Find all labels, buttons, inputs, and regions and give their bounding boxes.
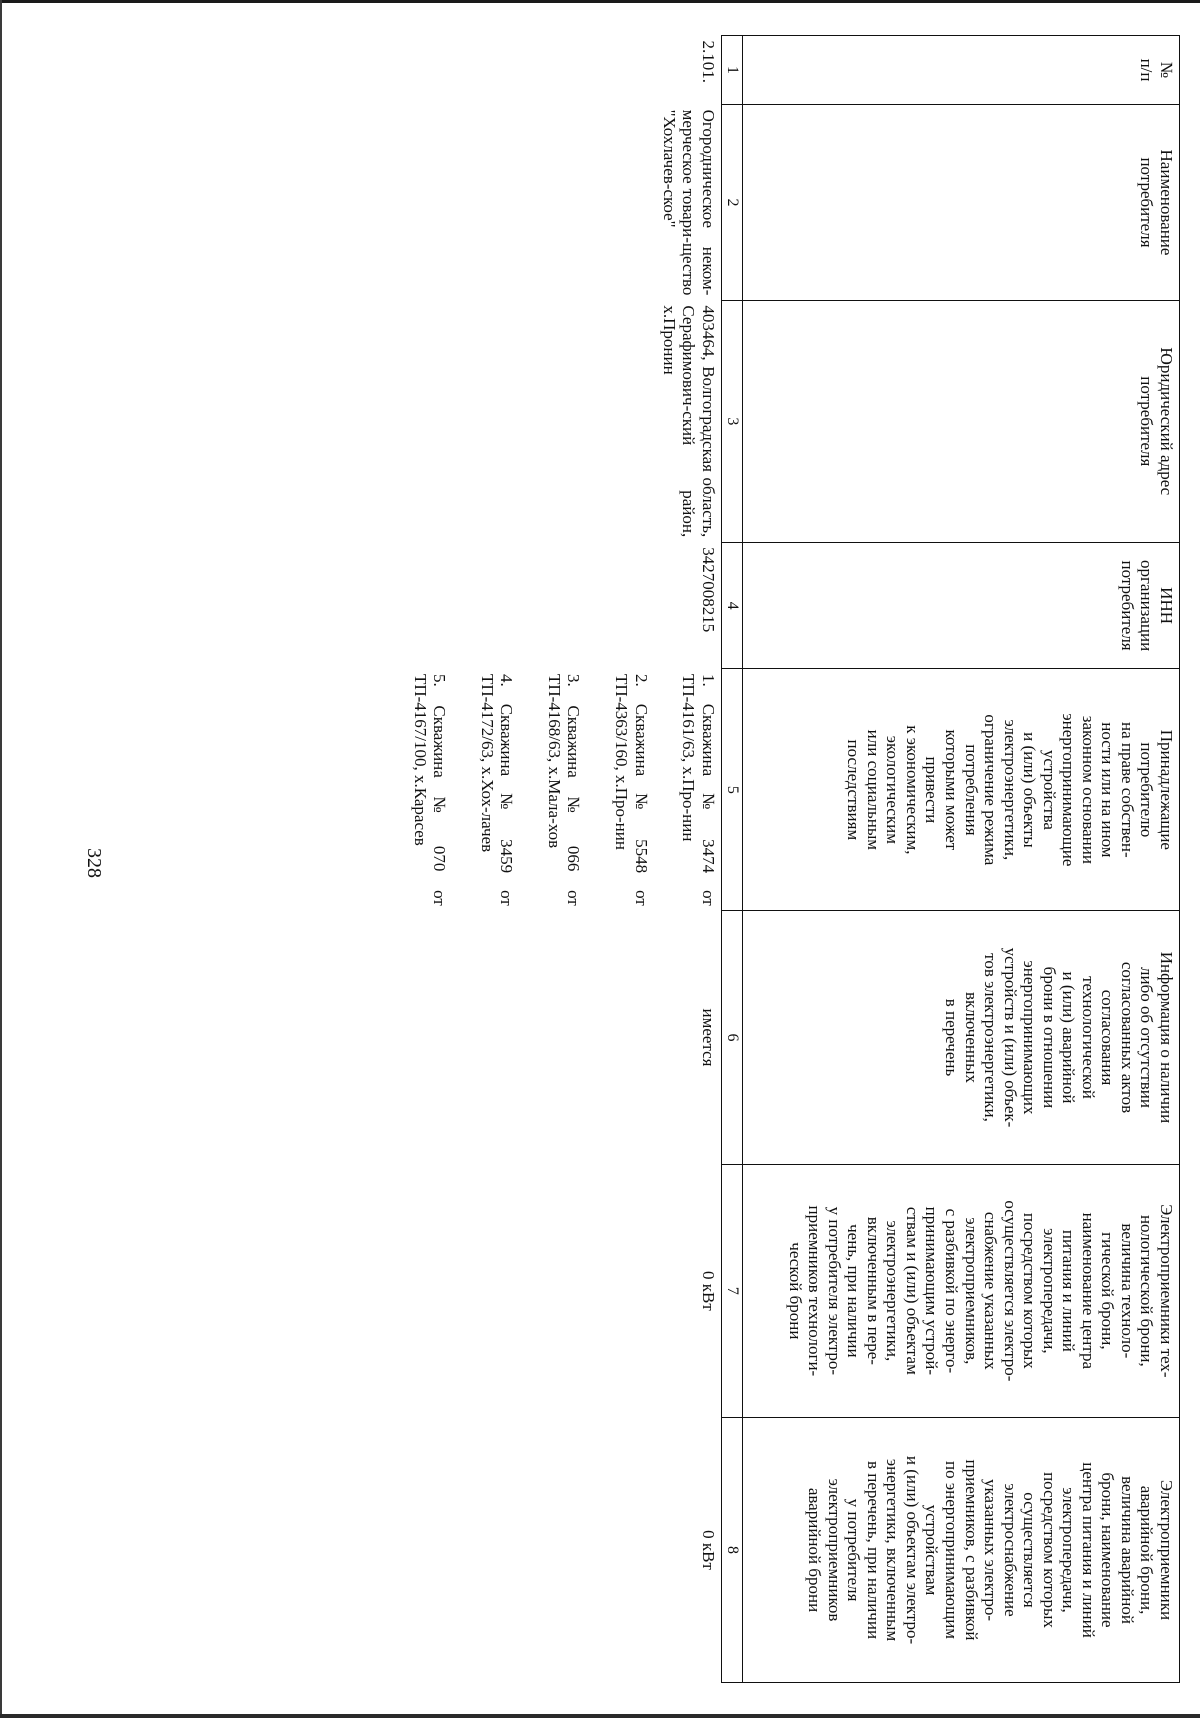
rotated-table-container bbox=[160, 35, 1180, 1683]
column-number: 6 bbox=[721, 911, 742, 1164]
column-number: 7 bbox=[721, 1164, 742, 1417]
scan-edge-bottom bbox=[0, 1714, 1200, 1718]
consumer-table bbox=[379, 35, 1180, 1683]
column-number-row bbox=[721, 36, 742, 1683]
header-cell-name: Наименование потребителя bbox=[743, 105, 1180, 301]
tech-reserve-value: 0 кВт bbox=[379, 1164, 721, 1417]
consumer-name: Огородническое неком-мерческое товари-щество "Хохлачев-ское" bbox=[379, 105, 721, 301]
acts-status: имеется bbox=[379, 911, 721, 1164]
column-number: 8 bbox=[721, 1418, 742, 1683]
consumer-address: 403464, Волгоградская область, Серафимович-ский район, х.Пронин bbox=[379, 300, 721, 542]
column-number: 3 bbox=[721, 300, 742, 542]
header-cell-objects: Принадлежащие потребителю на праве собствен- ности или на ином законном основании энергопринимающие устройства и (или) объекты электроэнергетики, ограничение режима потребления которыми может привести к экономическим, экологическим или социальным последствиям bbox=[743, 669, 1180, 911]
consumer-inn: 3427008215 bbox=[379, 542, 721, 669]
consumer-objects bbox=[379, 669, 721, 911]
page-number: 328 bbox=[83, 848, 105, 878]
header-cell-number: № п/п bbox=[743, 36, 1180, 105]
object-item: 2. Скважина № 5548 от ТП-4363/160, х.Про-нин bbox=[611, 673, 651, 906]
object-item: 3. Скважина № 066 от ТП-4168/63, х.Мала-хов bbox=[544, 673, 584, 906]
header-cell-acts: Информация о наличии либо об отсутствии согласованных актов согласования технологической и (или) аварийной брони в отношении энергопринимающих устройств и (или) объек- тов электроэнергетики, включенных в перечень bbox=[743, 911, 1180, 1164]
column-number: 1 bbox=[721, 36, 742, 105]
column-number: 2 bbox=[721, 105, 742, 301]
object-item: 5. Скважина № 070 от ТП-4167/100, х.Карасев bbox=[410, 673, 450, 906]
table-header-row bbox=[743, 36, 1180, 1683]
header-cell-address: Юридический адрес потребителя bbox=[743, 300, 1180, 542]
scan-edge-left bbox=[0, 0, 2, 1718]
column-number: 4 bbox=[721, 542, 742, 669]
object-item: 1. Скважина № 3474 от ТП-4161/63, х.Про-нин bbox=[679, 673, 718, 906]
column-number: 5 bbox=[721, 669, 742, 911]
object-item: 4. Скважина № 3459 от ТП-4172/63, х.Хох-лачев bbox=[477, 673, 517, 906]
emergency-reserve-value: 0 кВт bbox=[379, 1418, 721, 1683]
header-cell-emergency-reserve: Электроприемники аварийной брони, величина аварийной брони, наименование центра питания и линий электропередачи, посредством которых осуществляется электроснабжение указанных электро- приемников, с разбивкой по энергопринимающим устройствам и (или) объектам электро- энергетики, включенным в перечень, при наличии у потребителя электроприемников аварийной брони bbox=[743, 1418, 1180, 1683]
row-number: 2.101. bbox=[379, 36, 721, 105]
scan-edge-top bbox=[0, 0, 1200, 3]
header-cell-tech-reserve: Электроприемники тех- нологической брони, величина техноло- гической брони, наименование центра питания и линий электропередачи, посредством которых осуществляется электро- снабжение указанных электроприемников, с разбивкой по энерго- принимающим устрой- ствам и (или) объектам электроэнергетики, включенным в пере- чень, при наличии у потребителя электро- приемников технологи- ческой брони bbox=[743, 1164, 1180, 1417]
table-row bbox=[379, 36, 721, 1683]
header-cell-inn: ИНН организации потребителя bbox=[743, 542, 1180, 669]
